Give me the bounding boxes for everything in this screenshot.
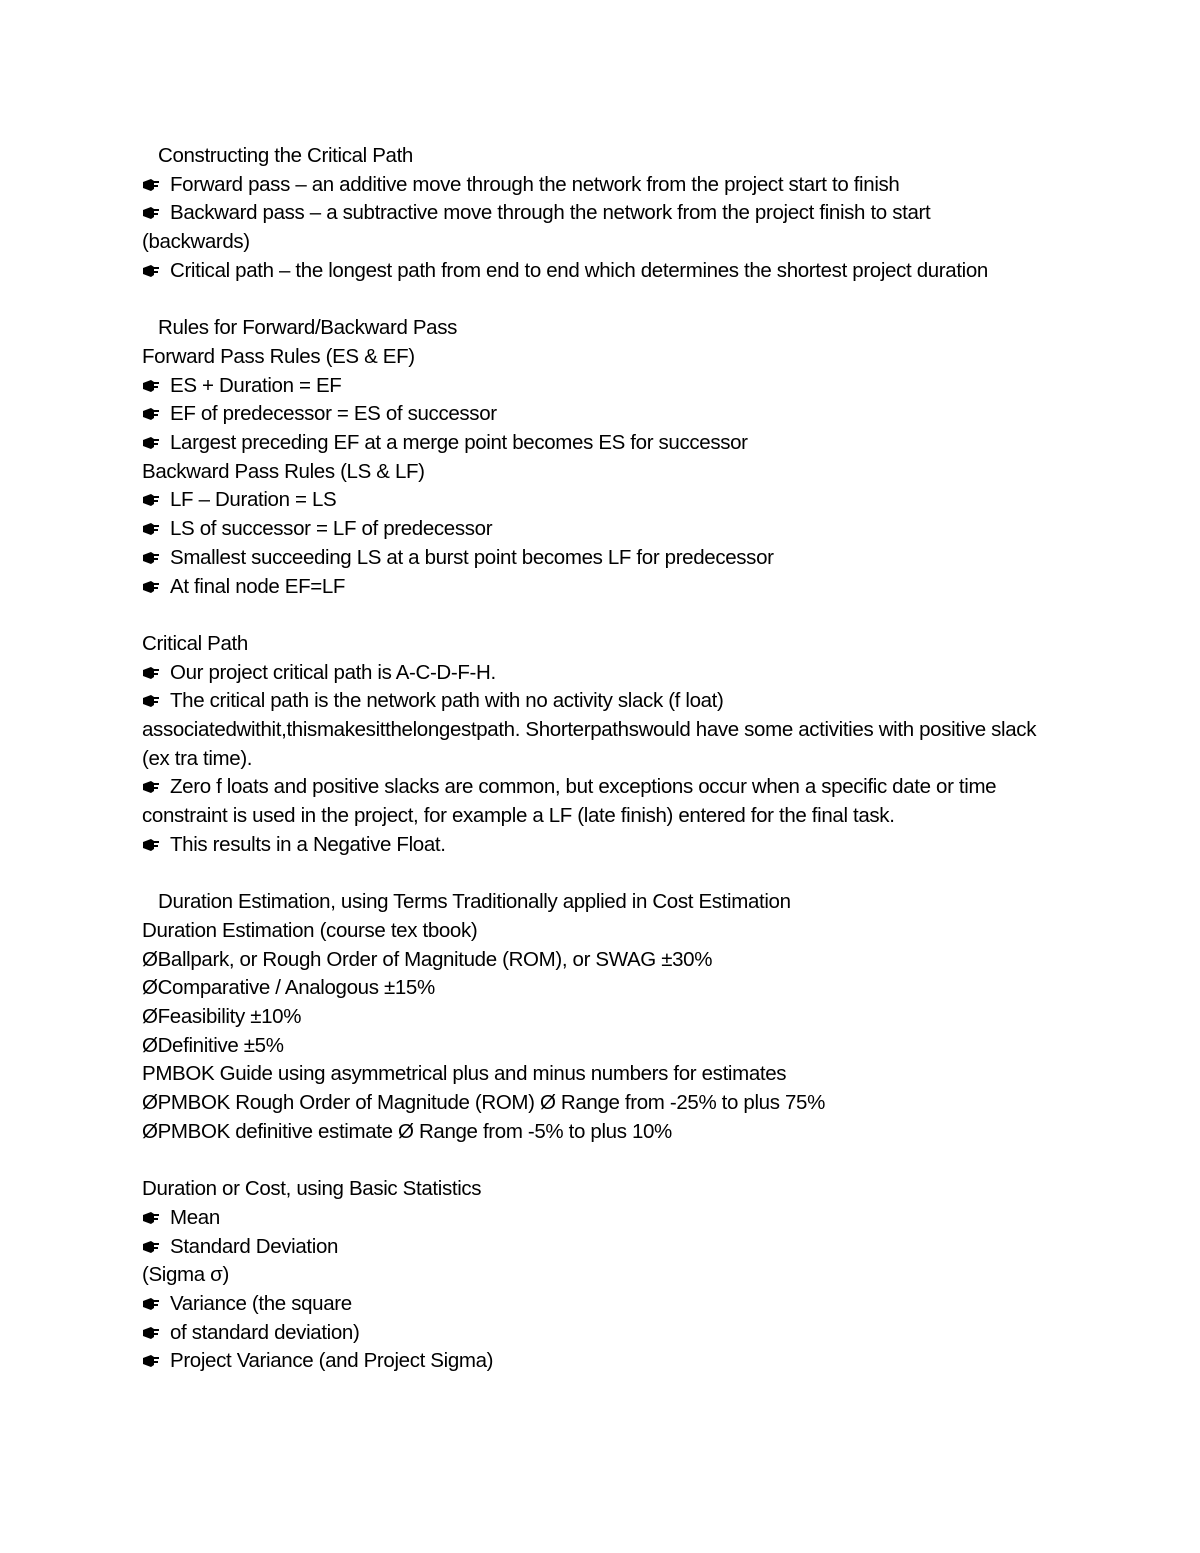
pmbok-title: PMBOK Guide using asymmetrical plus and minus numbers for estimates: [142, 1062, 787, 1086]
pointing-hand-bullet-icon: [142, 666, 160, 680]
heading-constructing-critical-path: Constructing the Critical Path: [158, 144, 413, 167]
list-item-text: Backward pass – a subtractive move through the network from the project finish to start (backwards): [142, 201, 931, 254]
pointing-hand-bullet-icon: [142, 694, 160, 708]
list-item-text: This results in a Negative Float.: [170, 832, 446, 856]
pmbok-item: ØPMBOK Rough Order of Magnitude (ROM) Ø Range from -25% to plus 75%: [142, 1091, 825, 1115]
list-item: [142, 687, 1042, 773]
list-item-text: Forward pass – an additive move through the network from the project start to finish: [170, 172, 900, 196]
pointing-hand-bullet-icon: [142, 206, 160, 220]
list-item-text: EF of predecessor = ES of successor: [170, 402, 497, 426]
list-item: [142, 400, 1042, 429]
list-item: [142, 515, 1042, 544]
estimate-item: ØFeasibility ±10%: [142, 1005, 302, 1029]
list-item: [142, 544, 1042, 573]
pointing-hand-bullet-icon: [142, 493, 160, 507]
pointing-hand-bullet-icon: [142, 1326, 160, 1340]
estimate-item: ØDefinitive ±5%: [142, 1033, 284, 1057]
list-item: [142, 1319, 1042, 1348]
list-item-text: ES + Duration = EF: [170, 373, 342, 397]
pointing-hand-bullet-icon: [142, 1240, 160, 1254]
list-item-text: Standard Deviation: [170, 1234, 339, 1258]
list-item-text: LS of successor = LF of predecessor: [170, 517, 493, 541]
backward-pass-rules-title: Backward Pass Rules (LS & LF): [142, 459, 425, 483]
list-item-text: Largest preceding EF at a merge point becomes ES for successor: [170, 431, 748, 455]
pointing-hand-bullet-icon: [142, 551, 160, 565]
list-item: [142, 1347, 1042, 1376]
forward-pass-rules-title: Forward Pass Rules (ES & EF): [142, 344, 415, 368]
heading-duration-estimation: Duration Estimation, using Terms Traditionally applied in Cost Estimation: [158, 890, 791, 914]
pointing-hand-bullet-icon: [142, 580, 160, 594]
list-item: [142, 773, 1042, 830]
pointing-hand-bullet-icon: [142, 522, 160, 536]
pointing-hand-bullet-icon: [142, 379, 160, 393]
list-item-text: The critical path is the network path with no activity slack (f loat) associatedwithit,thismakesitthelongestpath. Shorterpathswould have some activities with positive slack (ex tra time).: [142, 689, 1037, 770]
list-item: [142, 372, 1042, 401]
list-item: [142, 573, 1042, 602]
heading-rules-forward-backward: Rules for Forward/Backward Pass: [158, 316, 458, 340]
pointing-hand-bullet-icon: [142, 1297, 160, 1311]
list-item-text: Zero f loats and positive slacks are common, but exceptions occur when a specific date or time constraint is used in the project, for example a LF (late finish) entered for the final task.: [142, 775, 997, 828]
pointing-hand-bullet-icon: [142, 178, 160, 192]
list-item-text: of standard deviation): [170, 1320, 360, 1344]
pointing-hand-bullet-icon: [142, 264, 160, 278]
pointing-hand-bullet-icon: [142, 407, 160, 421]
list-item: [142, 659, 1042, 688]
pointing-hand-bullet-icon: [142, 780, 160, 794]
heading-critical-path: Critical Path: [142, 631, 248, 655]
list-item-text: Project Variance (and Project Sigma): [170, 1349, 494, 1373]
pointing-hand-bullet-icon: [142, 1354, 160, 1368]
list-item: [142, 486, 1042, 515]
list-item: [142, 171, 1042, 200]
list-item-text: Our project critical path is A-C-D-F-H.: [170, 660, 496, 684]
list-item-text: Smallest succeeding LS at a burst point becomes LF for predecessor: [170, 545, 774, 569]
heading-basic-statistics: Duration or Cost, using Basic Statistics: [142, 1177, 482, 1201]
list-item: [142, 831, 1042, 860]
list-item: [142, 1290, 1042, 1319]
pointing-hand-bullet-icon: [142, 436, 160, 450]
spacer: [142, 286, 1042, 315]
list-item-text: Mean: [170, 1205, 220, 1229]
list-item-text: LF – Duration = LS: [170, 488, 337, 512]
list-item-text: Variance (the square: [170, 1292, 352, 1316]
spacer: [142, 1147, 1042, 1176]
estimate-item: ØComparative / Analogous ±15%: [142, 976, 435, 1000]
list-item: [142, 199, 1042, 256]
list-item: [142, 257, 1042, 286]
pointing-hand-bullet-icon: [142, 1211, 160, 1225]
estimate-item: ØBallpark, or Rough Order of Magnitude (ROM), or SWAG ±30%: [142, 947, 713, 971]
spacer: [142, 860, 1042, 889]
duration-estimation-subtitle: Duration Estimation (course tex tbook): [142, 918, 478, 942]
list-item: [142, 429, 1042, 458]
spacer: [142, 601, 1042, 630]
pointing-hand-bullet-icon: [142, 838, 160, 852]
pmbok-item: ØPMBOK definitive estimate Ø Range from -5% to plus 10%: [142, 1119, 672, 1143]
list-item-text: Critical path – the longest path from end to end which determines the shortest project duration: [170, 258, 988, 282]
document-body: [142, 142, 1042, 1376]
sigma-note: (Sigma σ): [142, 1263, 229, 1287]
list-item-text: At final node EF=LF: [170, 574, 346, 598]
list-item: [142, 1233, 1042, 1262]
list-item: [142, 1204, 1042, 1233]
